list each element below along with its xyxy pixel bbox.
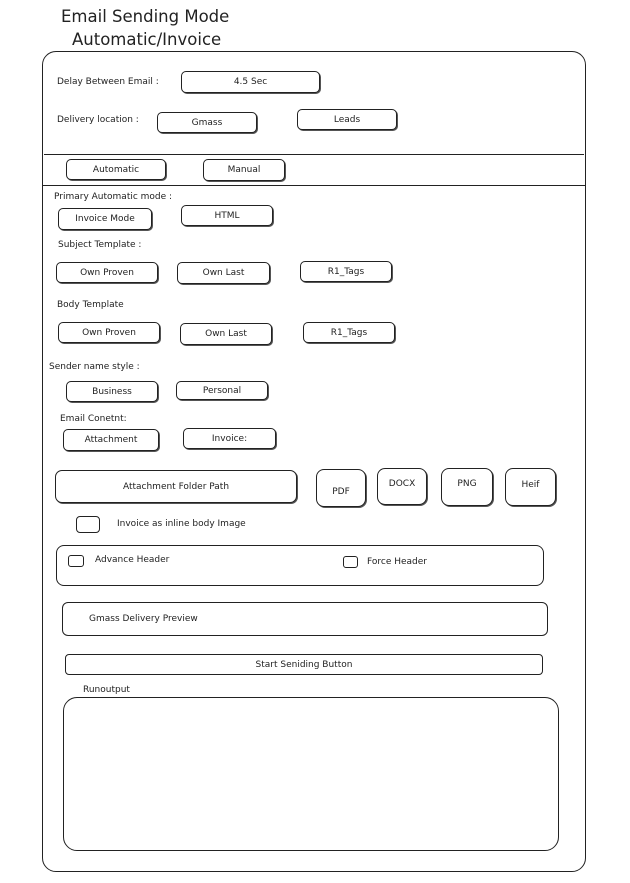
format-pdf-button[interactable]: PDF	[316, 469, 366, 507]
subject-template-label: Subject Template :	[58, 240, 142, 250]
delay-input[interactable]: 4.5 Sec	[181, 71, 320, 93]
body-r1-tags-button[interactable]: R1_Tags	[303, 322, 395, 343]
page-subtitle: Automatic/Invoice	[72, 30, 222, 49]
tabs-bottom-divider	[42, 185, 586, 186]
inline-image-label: Invoice as inline body Image	[117, 519, 246, 529]
run-output-area[interactable]	[63, 697, 559, 851]
tab-manual[interactable]: Manual	[203, 159, 285, 181]
body-template-label: Body Template	[57, 300, 124, 310]
sender-name-label: Sender name style :	[49, 362, 140, 372]
delay-label: Delay Between Email :	[57, 77, 159, 87]
format-docx-button[interactable]: DOCX	[377, 468, 427, 505]
content-invoice-button[interactable]: Invoice:	[183, 428, 276, 449]
run-output-label: Runoutput	[83, 685, 130, 695]
headers-panel	[56, 545, 544, 586]
page-title: Email Sending Mode	[61, 7, 230, 26]
inline-image-checkbox[interactable]	[76, 516, 100, 533]
format-png-button[interactable]: PNG	[441, 468, 493, 506]
subject-r1-tags-button[interactable]: R1_Tags	[300, 261, 392, 282]
primary-mode-label: Primary Automatic mode :	[54, 192, 173, 202]
advance-header-checkbox[interactable]	[68, 555, 84, 567]
subject-own-proven-button[interactable]: Own Proven	[56, 262, 158, 283]
delivery-leads-button[interactable]: Leads	[297, 109, 397, 130]
delivery-location-label: Delivery location :	[57, 115, 139, 125]
force-header-checkbox[interactable]	[343, 556, 358, 568]
body-own-last-button[interactable]: Own Last	[180, 323, 272, 345]
force-header-label: Force Header	[367, 557, 427, 567]
format-heif-button[interactable]: Heif	[505, 468, 556, 506]
tabs-top-divider	[44, 154, 584, 155]
attachment-folder-path-input[interactable]: Attachment Folder Path	[55, 470, 297, 503]
delivery-gmass-button[interactable]: Gmass	[157, 112, 257, 133]
html-mode-button[interactable]: HTML	[181, 205, 273, 226]
content-attachment-button[interactable]: Attachment	[63, 429, 159, 451]
subject-own-last-button[interactable]: Own Last	[177, 262, 270, 284]
sender-personal-button[interactable]: Personal	[176, 381, 268, 400]
advance-header-label: Advance Header	[95, 555, 170, 565]
email-content-label: Email Conetnt:	[60, 414, 127, 424]
gmass-delivery-preview[interactable]: Gmass Delivery Preview	[62, 602, 548, 636]
start-sending-button[interactable]: Start Seniding Button	[65, 654, 543, 675]
sender-business-button[interactable]: Business	[66, 381, 158, 402]
tab-automatic[interactable]: Automatic	[66, 159, 166, 180]
body-own-proven-button[interactable]: Own Proven	[58, 322, 160, 343]
invoice-mode-button[interactable]: Invoice Mode	[58, 208, 152, 230]
